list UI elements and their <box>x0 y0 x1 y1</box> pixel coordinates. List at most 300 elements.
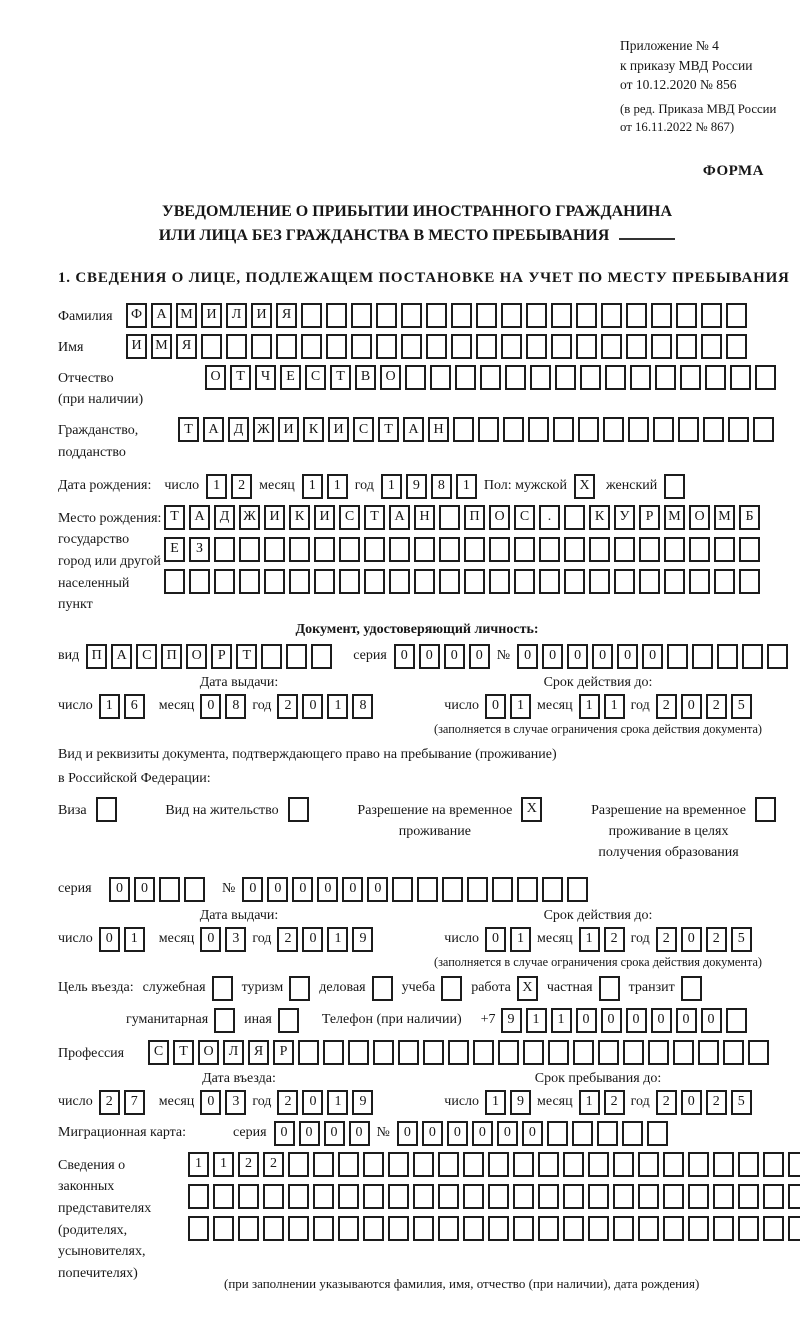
char-cell[interactable] <box>214 569 235 594</box>
char-cell[interactable] <box>613 1152 634 1177</box>
char-cell[interactable] <box>651 334 672 359</box>
char-cell[interactable]: О <box>205 365 226 390</box>
char-cell[interactable] <box>703 417 724 442</box>
char-cell[interactable]: Н <box>414 505 435 530</box>
char-cell[interactable]: 0 <box>642 644 663 669</box>
char-cell[interactable] <box>463 1216 484 1241</box>
char-cell[interactable]: 1 <box>327 927 348 952</box>
char-cell[interactable] <box>639 569 660 594</box>
char-cell[interactable] <box>364 569 385 594</box>
char-cell[interactable] <box>628 417 649 442</box>
char-cell[interactable]: 6 <box>124 694 145 719</box>
char-cell[interactable] <box>639 537 660 562</box>
char-cell[interactable] <box>351 334 372 359</box>
char-cell[interactable]: С <box>305 365 326 390</box>
char-cell[interactable] <box>298 1040 319 1065</box>
char-cell[interactable]: 0 <box>367 877 388 902</box>
char-cell[interactable] <box>626 303 647 328</box>
char-cell[interactable] <box>739 537 760 562</box>
char-cell[interactable]: 0 <box>681 694 702 719</box>
char-cell[interactable] <box>264 537 285 562</box>
char-cell[interactable] <box>539 537 560 562</box>
char-cell[interactable] <box>689 569 710 594</box>
char-cell[interactable]: 1 <box>485 1090 506 1115</box>
char-cell[interactable]: Р <box>211 644 232 669</box>
char-cell[interactable] <box>467 877 488 902</box>
char-cell[interactable]: О <box>198 1040 219 1065</box>
char-cell[interactable] <box>664 537 685 562</box>
char-cell[interactable] <box>555 365 576 390</box>
char-cell[interactable] <box>480 365 501 390</box>
char-cell[interactable] <box>501 303 522 328</box>
char-cell[interactable]: М <box>151 334 172 359</box>
char-cell[interactable]: О <box>186 644 207 669</box>
char-cell[interactable] <box>623 1040 644 1065</box>
char-cell[interactable] <box>648 1040 669 1065</box>
char-cell[interactable]: 8 <box>225 694 246 719</box>
char-cell[interactable]: Л <box>223 1040 244 1065</box>
char-cell[interactable]: 0 <box>447 1121 468 1146</box>
char-cell[interactable]: 2 <box>231 474 252 499</box>
char-cell[interactable]: 1 <box>579 694 600 719</box>
char-cell[interactable] <box>392 877 413 902</box>
char-cell[interactable] <box>451 334 472 359</box>
char-cell[interactable] <box>351 303 372 328</box>
char-cell[interactable] <box>514 569 535 594</box>
char-cell[interactable]: И <box>201 303 222 328</box>
char-cell[interactable] <box>651 303 672 328</box>
char-cell[interactable] <box>788 1152 800 1177</box>
char-cell[interactable]: 2 <box>656 694 677 719</box>
char-cell[interactable] <box>364 537 385 562</box>
char-cell[interactable] <box>503 417 524 442</box>
char-cell[interactable]: 2 <box>99 1090 120 1115</box>
purpose-private-checkbox[interactable] <box>599 976 620 1001</box>
char-cell[interactable]: 1 <box>327 474 348 499</box>
char-cell[interactable]: У <box>614 505 635 530</box>
char-cell[interactable]: 2 <box>277 927 298 952</box>
char-cell[interactable] <box>426 303 447 328</box>
char-cell[interactable] <box>388 1152 409 1177</box>
char-cell[interactable]: 0 <box>317 877 338 902</box>
char-cell[interactable] <box>680 365 701 390</box>
char-cell[interactable]: 0 <box>200 1090 221 1115</box>
char-cell[interactable] <box>605 365 626 390</box>
char-cell[interactable] <box>451 303 472 328</box>
char-cell[interactable] <box>567 877 588 902</box>
char-cell[interactable] <box>264 569 285 594</box>
char-cell[interactable] <box>238 1216 259 1241</box>
char-cell[interactable]: 5 <box>731 1090 752 1115</box>
char-cell[interactable]: М <box>664 505 685 530</box>
char-cell[interactable]: 0 <box>109 877 130 902</box>
char-cell[interactable] <box>313 1216 334 1241</box>
purpose-transit-checkbox[interactable] <box>681 976 702 1001</box>
char-cell[interactable] <box>564 505 585 530</box>
char-cell[interactable]: 0 <box>517 644 538 669</box>
char-cell[interactable]: 9 <box>352 927 373 952</box>
char-cell[interactable]: 2 <box>604 927 625 952</box>
char-cell[interactable]: М <box>714 505 735 530</box>
char-cell[interactable]: М <box>176 303 197 328</box>
char-cell[interactable] <box>478 417 499 442</box>
char-cell[interactable] <box>430 365 451 390</box>
char-cell[interactable] <box>398 1040 419 1065</box>
char-cell[interactable]: 2 <box>263 1152 284 1177</box>
char-cell[interactable] <box>626 334 647 359</box>
char-cell[interactable] <box>476 303 497 328</box>
char-cell[interactable]: 0 <box>601 1008 622 1033</box>
char-cell[interactable] <box>663 1216 684 1241</box>
char-cell[interactable] <box>788 1216 800 1241</box>
char-cell[interactable]: Д <box>228 417 249 442</box>
char-cell[interactable] <box>705 365 726 390</box>
char-cell[interactable] <box>363 1152 384 1177</box>
char-cell[interactable] <box>542 877 563 902</box>
char-cell[interactable] <box>439 537 460 562</box>
char-cell[interactable] <box>323 1040 344 1065</box>
char-cell[interactable] <box>201 334 222 359</box>
char-cell[interactable] <box>638 1184 659 1209</box>
char-cell[interactable]: 2 <box>238 1152 259 1177</box>
char-cell[interactable]: 1 <box>551 1008 572 1033</box>
char-cell[interactable] <box>538 1184 559 1209</box>
char-cell[interactable] <box>526 303 547 328</box>
char-cell[interactable]: 0 <box>444 644 465 669</box>
char-cell[interactable] <box>213 1216 234 1241</box>
char-cell[interactable] <box>505 365 526 390</box>
char-cell[interactable] <box>767 644 788 669</box>
purpose-work-checkbox[interactable]: X <box>517 976 538 1001</box>
char-cell[interactable] <box>589 537 610 562</box>
char-cell[interactable]: 2 <box>277 694 298 719</box>
char-cell[interactable]: 2 <box>277 1090 298 1115</box>
char-cell[interactable] <box>688 1184 709 1209</box>
char-cell[interactable]: Т <box>164 505 185 530</box>
char-cell[interactable] <box>388 1184 409 1209</box>
char-cell[interactable] <box>692 644 713 669</box>
char-cell[interactable] <box>763 1184 784 1209</box>
char-cell[interactable] <box>464 537 485 562</box>
char-cell[interactable]: 0 <box>542 644 563 669</box>
char-cell[interactable]: 0 <box>469 644 490 669</box>
char-cell[interactable] <box>473 1040 494 1065</box>
char-cell[interactable] <box>588 1216 609 1241</box>
char-cell[interactable] <box>442 877 463 902</box>
char-cell[interactable]: И <box>314 505 335 530</box>
char-cell[interactable] <box>673 1040 694 1065</box>
char-cell[interactable] <box>438 1152 459 1177</box>
char-cell[interactable] <box>655 365 676 390</box>
char-cell[interactable]: Ж <box>239 505 260 530</box>
char-cell[interactable]: 1 <box>99 694 120 719</box>
char-cell[interactable]: Ф <box>126 303 147 328</box>
char-cell[interactable]: 1 <box>604 694 625 719</box>
char-cell[interactable] <box>388 1216 409 1241</box>
char-cell[interactable]: С <box>514 505 535 530</box>
char-cell[interactable]: 1 <box>510 927 531 952</box>
char-cell[interactable] <box>576 334 597 359</box>
char-cell[interactable] <box>239 537 260 562</box>
char-cell[interactable] <box>498 1040 519 1065</box>
char-cell[interactable]: 2 <box>706 1090 727 1115</box>
char-cell[interactable]: А <box>111 644 132 669</box>
char-cell[interactable]: 1 <box>526 1008 547 1033</box>
char-cell[interactable]: 0 <box>324 1121 345 1146</box>
char-cell[interactable] <box>728 417 749 442</box>
char-cell[interactable] <box>563 1184 584 1209</box>
char-cell[interactable] <box>717 644 738 669</box>
char-cell[interactable] <box>339 569 360 594</box>
char-cell[interactable]: 0 <box>701 1008 722 1033</box>
char-cell[interactable] <box>363 1184 384 1209</box>
char-cell[interactable] <box>311 644 332 669</box>
char-cell[interactable] <box>338 1184 359 1209</box>
char-cell[interactable] <box>301 303 322 328</box>
char-cell[interactable] <box>239 569 260 594</box>
char-cell[interactable] <box>551 303 572 328</box>
visa-checkbox[interactable] <box>96 797 117 822</box>
char-cell[interactable]: 5 <box>731 927 752 952</box>
char-cell[interactable] <box>563 1152 584 1177</box>
char-cell[interactable] <box>413 1152 434 1177</box>
char-cell[interactable]: А <box>203 417 224 442</box>
char-cell[interactable] <box>189 569 210 594</box>
char-cell[interactable] <box>613 1216 634 1241</box>
char-cell[interactable]: 1 <box>327 1090 348 1115</box>
char-cell[interactable] <box>464 569 485 594</box>
char-cell[interactable]: Р <box>273 1040 294 1065</box>
char-cell[interactable]: 9 <box>501 1008 522 1033</box>
char-cell[interactable]: 0 <box>576 1008 597 1033</box>
char-cell[interactable]: 1 <box>579 1090 600 1115</box>
char-cell[interactable] <box>439 505 460 530</box>
char-cell[interactable]: Я <box>248 1040 269 1065</box>
char-cell[interactable] <box>414 537 435 562</box>
char-cell[interactable]: 0 <box>522 1121 543 1146</box>
char-cell[interactable] <box>338 1216 359 1241</box>
char-cell[interactable] <box>763 1152 784 1177</box>
char-cell[interactable] <box>614 569 635 594</box>
char-cell[interactable] <box>755 365 776 390</box>
char-cell[interactable] <box>476 334 497 359</box>
char-cell[interactable] <box>463 1152 484 1177</box>
char-cell[interactable]: 2 <box>706 927 727 952</box>
char-cell[interactable] <box>572 1121 593 1146</box>
char-cell[interactable] <box>563 1216 584 1241</box>
char-cell[interactable]: П <box>86 644 107 669</box>
char-cell[interactable] <box>523 1040 544 1065</box>
char-cell[interactable] <box>638 1216 659 1241</box>
char-cell[interactable]: 0 <box>302 927 323 952</box>
char-cell[interactable] <box>213 1184 234 1209</box>
char-cell[interactable]: 0 <box>99 927 120 952</box>
char-cell[interactable] <box>539 569 560 594</box>
char-cell[interactable]: 0 <box>302 1090 323 1115</box>
char-cell[interactable]: 1 <box>456 474 477 499</box>
char-cell[interactable]: 0 <box>134 877 155 902</box>
char-cell[interactable] <box>288 1184 309 1209</box>
char-cell[interactable] <box>489 569 510 594</box>
char-cell[interactable] <box>601 334 622 359</box>
char-cell[interactable] <box>414 569 435 594</box>
char-cell[interactable]: 0 <box>592 644 613 669</box>
char-cell[interactable] <box>588 1152 609 1177</box>
char-cell[interactable] <box>263 1184 284 1209</box>
char-cell[interactable] <box>488 1184 509 1209</box>
char-cell[interactable] <box>701 303 722 328</box>
char-cell[interactable]: 0 <box>419 644 440 669</box>
char-cell[interactable] <box>251 334 272 359</box>
char-cell[interactable] <box>301 334 322 359</box>
char-cell[interactable] <box>580 365 601 390</box>
char-cell[interactable]: 3 <box>225 1090 246 1115</box>
char-cell[interactable] <box>423 1040 444 1065</box>
char-cell[interactable]: С <box>136 644 157 669</box>
char-cell[interactable]: Д <box>214 505 235 530</box>
char-cell[interactable]: 0 <box>200 694 221 719</box>
char-cell[interactable]: 0 <box>302 694 323 719</box>
char-cell[interactable]: 1 <box>381 474 402 499</box>
char-cell[interactable]: 0 <box>626 1008 647 1033</box>
temp-residence-checkbox[interactable]: X <box>521 797 542 822</box>
char-cell[interactable]: 2 <box>706 694 727 719</box>
char-cell[interactable] <box>589 569 610 594</box>
char-cell[interactable] <box>738 1216 759 1241</box>
char-cell[interactable] <box>164 569 185 594</box>
char-cell[interactable]: 0 <box>349 1121 370 1146</box>
char-cell[interactable]: 1 <box>213 1152 234 1177</box>
char-cell[interactable] <box>263 1216 284 1241</box>
char-cell[interactable] <box>564 537 585 562</box>
char-cell[interactable] <box>338 1152 359 1177</box>
purpose-business-checkbox[interactable] <box>372 976 393 1001</box>
char-cell[interactable] <box>647 1121 668 1146</box>
char-cell[interactable] <box>714 569 735 594</box>
char-cell[interactable]: . <box>539 505 560 530</box>
char-cell[interactable] <box>438 1216 459 1241</box>
char-cell[interactable]: Т <box>178 417 199 442</box>
char-cell[interactable] <box>748 1040 769 1065</box>
char-cell[interactable] <box>289 537 310 562</box>
char-cell[interactable] <box>576 303 597 328</box>
char-cell[interactable] <box>188 1184 209 1209</box>
char-cell[interactable] <box>373 1040 394 1065</box>
char-cell[interactable] <box>489 537 510 562</box>
char-cell[interactable]: Т <box>364 505 385 530</box>
purpose-official-checkbox[interactable] <box>212 976 233 1001</box>
char-cell[interactable]: Ч <box>255 365 276 390</box>
purpose-humanitarian-checkbox[interactable] <box>214 1008 235 1033</box>
char-cell[interactable] <box>326 303 347 328</box>
char-cell[interactable] <box>376 303 397 328</box>
char-cell[interactable]: И <box>251 303 272 328</box>
char-cell[interactable] <box>676 334 697 359</box>
char-cell[interactable]: 2 <box>656 927 677 952</box>
char-cell[interactable] <box>214 537 235 562</box>
char-cell[interactable]: К <box>289 505 310 530</box>
char-cell[interactable] <box>514 537 535 562</box>
char-cell[interactable] <box>753 417 774 442</box>
char-cell[interactable]: Т <box>230 365 251 390</box>
char-cell[interactable] <box>513 1152 534 1177</box>
char-cell[interactable]: 1 <box>188 1152 209 1177</box>
char-cell[interactable] <box>463 1184 484 1209</box>
char-cell[interactable] <box>528 417 549 442</box>
char-cell[interactable] <box>313 1152 334 1177</box>
char-cell[interactable]: 9 <box>352 1090 373 1115</box>
char-cell[interactable]: 0 <box>422 1121 443 1146</box>
char-cell[interactable] <box>413 1184 434 1209</box>
char-cell[interactable] <box>389 537 410 562</box>
char-cell[interactable]: 0 <box>397 1121 418 1146</box>
char-cell[interactable] <box>598 1040 619 1065</box>
char-cell[interactable]: 0 <box>267 877 288 902</box>
char-cell[interactable] <box>688 1152 709 1177</box>
char-cell[interactable]: С <box>353 417 374 442</box>
char-cell[interactable] <box>276 334 297 359</box>
char-cell[interactable] <box>547 1121 568 1146</box>
purpose-other-checkbox[interactable] <box>278 1008 299 1033</box>
char-cell[interactable] <box>417 877 438 902</box>
char-cell[interactable]: 2 <box>604 1090 625 1115</box>
char-cell[interactable]: И <box>126 334 147 359</box>
char-cell[interactable] <box>588 1184 609 1209</box>
char-cell[interactable]: Т <box>173 1040 194 1065</box>
char-cell[interactable] <box>601 303 622 328</box>
char-cell[interactable] <box>348 1040 369 1065</box>
char-cell[interactable] <box>314 569 335 594</box>
char-cell[interactable]: 1 <box>579 927 600 952</box>
char-cell[interactable] <box>426 334 447 359</box>
char-cell[interactable]: В <box>355 365 376 390</box>
char-cell[interactable] <box>664 569 685 594</box>
char-cell[interactable] <box>638 1152 659 1177</box>
purpose-study-checkbox[interactable] <box>441 976 462 1001</box>
char-cell[interactable] <box>453 417 474 442</box>
char-cell[interactable]: 1 <box>206 474 227 499</box>
char-cell[interactable]: Р <box>639 505 660 530</box>
char-cell[interactable] <box>653 417 674 442</box>
char-cell[interactable]: 0 <box>651 1008 672 1033</box>
char-cell[interactable]: О <box>489 505 510 530</box>
char-cell[interactable] <box>238 1184 259 1209</box>
char-cell[interactable] <box>530 365 551 390</box>
char-cell[interactable] <box>726 1008 747 1033</box>
char-cell[interactable] <box>663 1152 684 1177</box>
char-cell[interactable]: П <box>161 644 182 669</box>
char-cell[interactable] <box>501 334 522 359</box>
char-cell[interactable]: С <box>339 505 360 530</box>
char-cell[interactable]: И <box>328 417 349 442</box>
char-cell[interactable] <box>513 1184 534 1209</box>
char-cell[interactable]: 0 <box>485 927 506 952</box>
char-cell[interactable] <box>289 569 310 594</box>
char-cell[interactable] <box>622 1121 643 1146</box>
char-cell[interactable] <box>188 1216 209 1241</box>
temp-residence-education-checkbox[interactable] <box>755 797 776 822</box>
char-cell[interactable]: 7 <box>124 1090 145 1115</box>
char-cell[interactable] <box>726 334 747 359</box>
char-cell[interactable]: А <box>151 303 172 328</box>
char-cell[interactable]: З <box>189 537 210 562</box>
char-cell[interactable] <box>413 1216 434 1241</box>
char-cell[interactable] <box>730 365 751 390</box>
char-cell[interactable] <box>738 1152 759 1177</box>
char-cell[interactable]: А <box>403 417 424 442</box>
char-cell[interactable]: К <box>303 417 324 442</box>
char-cell[interactable]: 0 <box>676 1008 697 1033</box>
